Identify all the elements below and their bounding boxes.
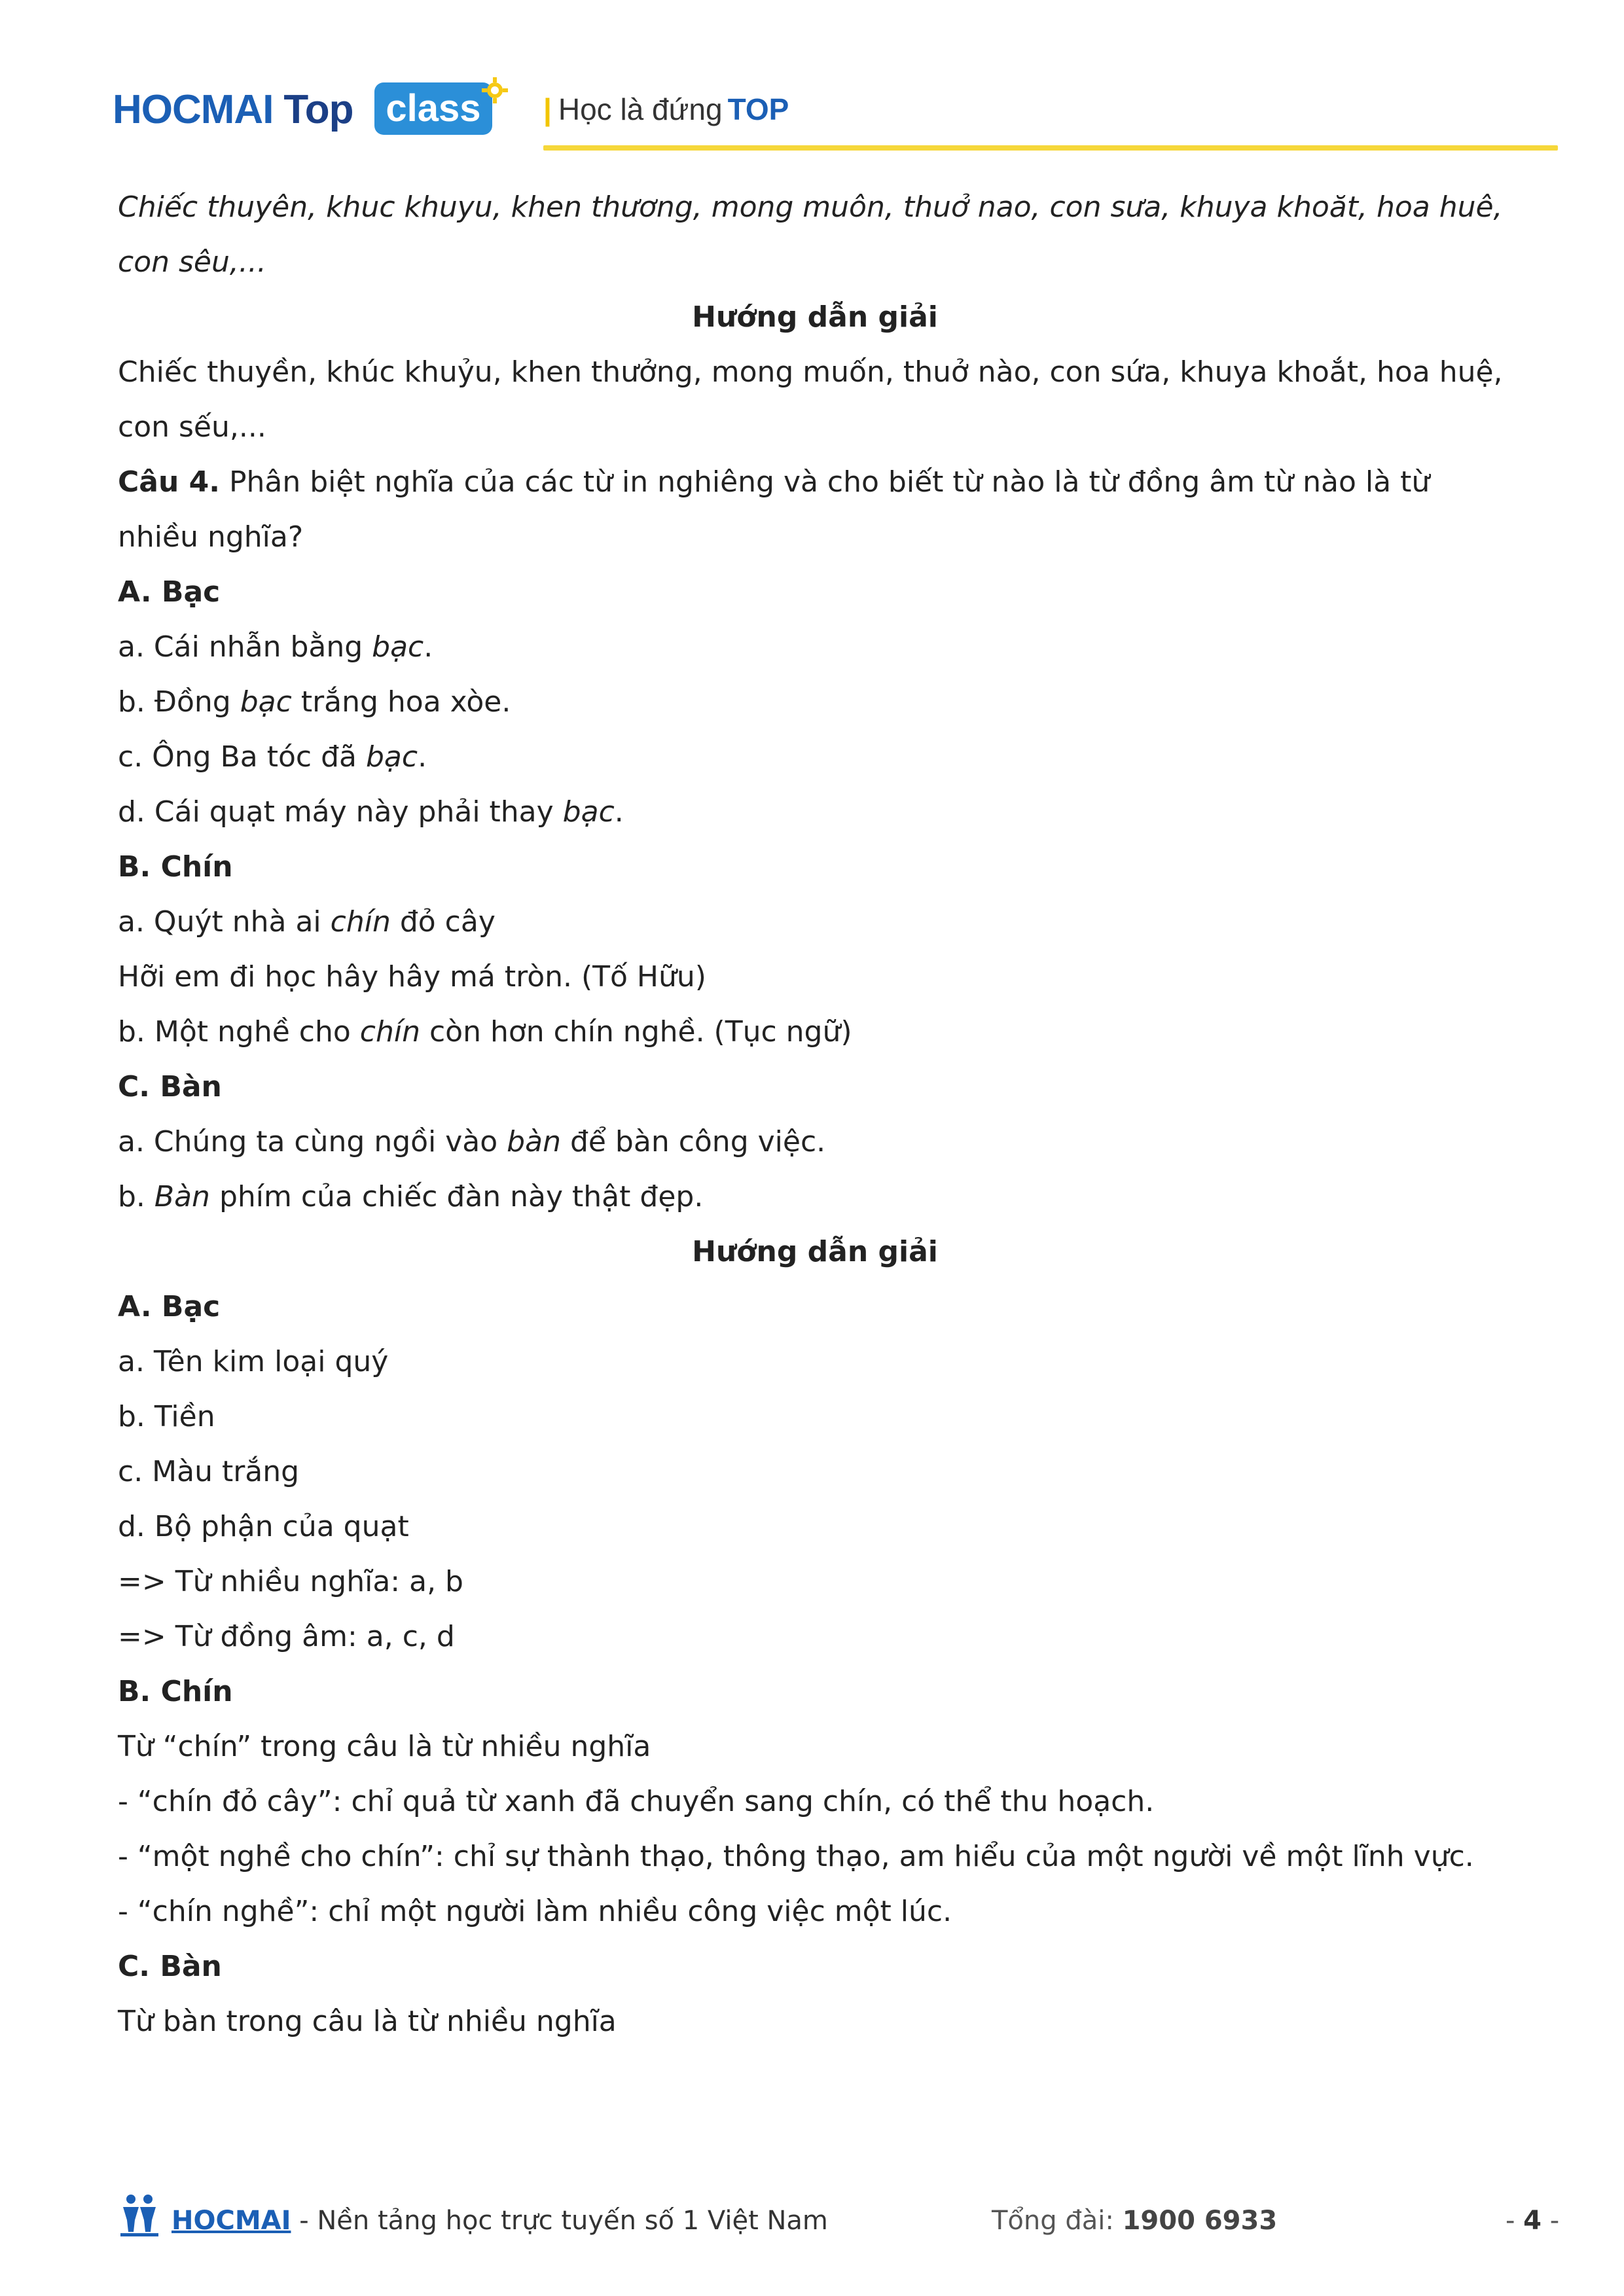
tagline-text: Học là đứng <box>558 92 723 126</box>
document-body <box>118 180 1512 2049</box>
logo-class-badge: class <box>374 82 492 135</box>
answer-line: - “chín nghề”: chỉ một người làm nhiều công việc một lúc. <box>118 1895 952 1928</box>
example-line: a. Cái nhẫn bằng bạc. <box>118 630 433 664</box>
section-heading: B. Chín <box>118 850 233 884</box>
example-line: Hỡi em đi học hây hây má tròn. (Tố Hữu) <box>118 960 706 994</box>
example-line: c. Ông Ba tóc đã bạc. <box>118 740 427 774</box>
page-number: - 4 - <box>1506 2206 1560 2236</box>
hotline-label: Tổng đài: <box>992 2206 1123 2236</box>
example-line: a. Chúng ta cùng ngồi vào bàn để bàn công việc. <box>118 1125 826 1158</box>
footer-brand-link[interactable]: HOCMAI <box>171 2206 291 2236</box>
answer-line: Từ bàn trong câu là từ nhiều nghĩa <box>118 2005 617 2038</box>
example-line: b. Một nghề cho chín còn hơn chín nghề. (Tục ngữ) <box>118 1015 852 1049</box>
footer-slogan <box>171 2206 828 2236</box>
exercise-text: Chiếc thuyên, khuc khuyu, khen thương, mong muôn, thuở nao, con sưa, khuya khoăt, hoa huê, con sêu,... <box>118 190 1503 279</box>
tagline-highlight: TOP <box>727 92 789 126</box>
section-heading: C. Bàn <box>118 1070 222 1103</box>
answer-line: - “một nghề cho chín”: chỉ sự thành thạo, thông thạo, am hiểu của một người về một lĩnh vực. <box>118 1840 1474 1873</box>
example-line: b. Đồng bạc trắng hoa xòe. <box>118 685 511 719</box>
logo-brand-text: HOCMAI <box>113 87 274 132</box>
logo-top-text: Top <box>283 87 353 132</box>
page-footer <box>0 2173 1624 2251</box>
example-line: d. Cái quạt máy này phải thay bạc. <box>118 795 624 829</box>
answer-line: Từ “chín” trong câu là từ nhiều nghĩa <box>118 1730 651 1763</box>
answer-line: => Từ đồng âm: a, c, d <box>118 1620 455 1653</box>
answer-line: - “chín đỏ cây”: chỉ quả từ xanh đã chuyển sang chín, có thể thu hoạch. <box>118 1785 1155 1818</box>
gear-icon <box>480 76 509 105</box>
answer-line: a. Tên kim loại quý <box>118 1345 389 1378</box>
question-4 <box>118 455 1512 565</box>
hocmai-people-icon <box>117 2191 162 2237</box>
section-heading: A. Bạc <box>118 575 221 609</box>
tagline-divider: | <box>543 92 552 126</box>
header-tagline <box>543 92 789 127</box>
question-label: Câu 4. <box>118 465 220 499</box>
answer-heading: B. Chín <box>118 1675 233 1708</box>
answer-line: b. Tiền <box>118 1400 215 1433</box>
example-line: b. Bàn phím của chiếc đàn này thật đẹp. <box>118 1180 704 1213</box>
footer-slogan-text: - Nền tảng học trực tuyến số 1 Việt Nam <box>291 2206 828 2236</box>
answer-line: d. Bộ phận của quạt <box>118 1510 409 1543</box>
answer-heading: C. Bàn <box>118 1950 222 1983</box>
answer-heading: A. Bạc <box>118 1290 221 1323</box>
header-divider-line <box>543 145 1558 151</box>
example-line: a. Quýt nhà ai chín đỏ cây <box>118 905 496 939</box>
answer-line: c. Màu trắng <box>118 1455 300 1488</box>
solution-heading: Hướng dẫn giải <box>692 300 938 334</box>
solution-text: Chiếc thuyền, khúc khuỷu, khen thưởng, mong muốn, thuở nào, con sứa, khuya khoắt, hoa huệ, con sếu,... <box>118 355 1503 444</box>
footer-hotline <box>992 2206 1277 2236</box>
answer-line: => Từ nhiều nghĩa: a, b <box>118 1565 463 1598</box>
hotline-number: 1900 6933 <box>1122 2206 1278 2236</box>
page-header <box>0 0 1624 157</box>
solution-heading: Hướng dẫn giải <box>692 1235 938 1268</box>
question-text: Phân biệt nghĩa của các từ in nghiêng và cho biết từ nào là từ đồng âm từ nào là từ nhiều nghĩa? <box>118 465 1430 554</box>
